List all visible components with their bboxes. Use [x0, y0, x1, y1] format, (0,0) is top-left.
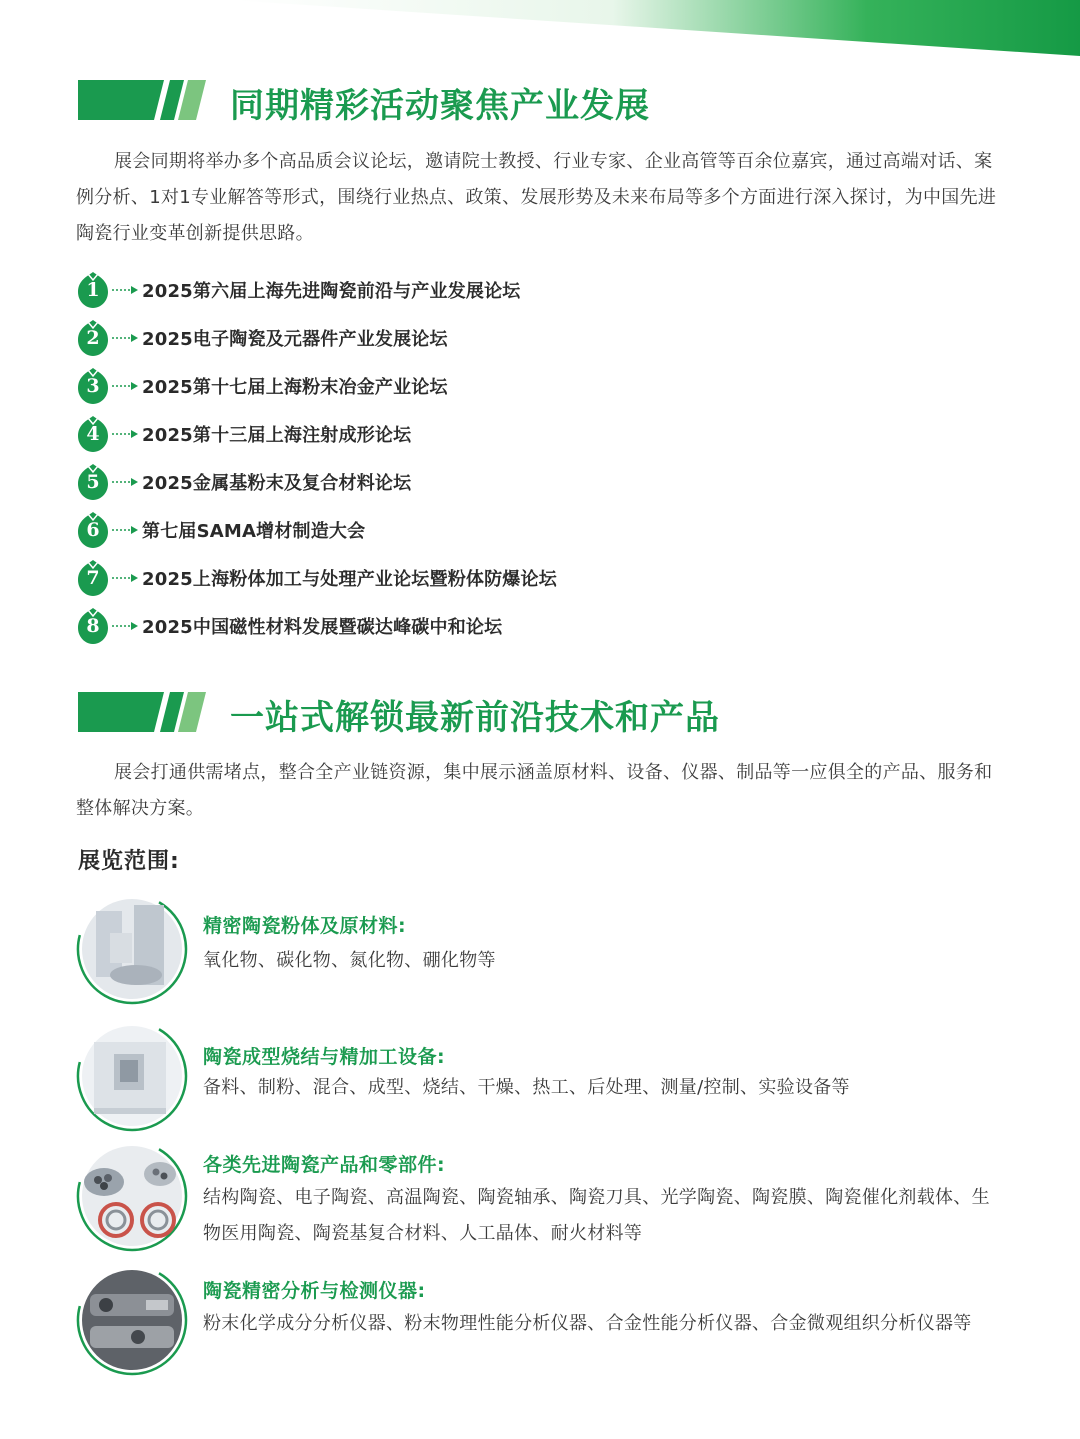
forum-item-8 [76, 602, 776, 650]
number-badge-icon [76, 510, 110, 550]
section2-paragraph: 展会打通供需堵点，整合全产业链资源，集中展示涵盖原材料、设备、仪器、制品等一应俱全的产品、服务和整体解决方案。 [76, 762, 993, 819]
forum-label: 第七届SAMA增材制造大会 [142, 521, 366, 542]
arrow-right-icon [112, 477, 140, 487]
scope-heading: 陶瓷成型烧结与精加工设备: [203, 1046, 446, 1068]
top-green-band [0, 0, 1080, 60]
arrow-right-icon [112, 621, 140, 631]
number-badge-icon [76, 462, 110, 502]
forum-item-2 [76, 314, 776, 362]
forum-item-4 [76, 410, 776, 458]
scope-description: 结构陶瓷、电子陶瓷、高温陶瓷、陶瓷轴承、陶瓷刀具、光学陶瓷、陶瓷膜、陶瓷催化剂载体、生物医用陶瓷、陶瓷基复合材料、人工晶体、耐火材料等 [203, 1187, 990, 1244]
forum-label: 2025中国磁性材料发展暨碳达峰碳中和论坛 [142, 617, 503, 638]
arrow-right-icon [112, 573, 140, 583]
forum-number: 8 [86, 615, 100, 637]
forum-number: 3 [86, 375, 100, 397]
forum-number: 7 [86, 567, 100, 589]
scope-item-equipment [76, 1020, 1006, 1130]
scope-item-products [76, 1140, 1006, 1252]
scope-item-powder [76, 893, 1006, 1003]
section1-paragraph: 展会同期将举办多个高品质会议论坛，邀请院士教授、行业专家、企业高管等百余位嘉宾，通过高端对话、案例分析、1对1专业解答等形式，围绕行业热点、政策、发展形势及未来布局等多个方面进行深入探讨，为中国先进陶瓷行业变革创新提供思路。 [76, 151, 997, 244]
section1-header [78, 80, 978, 126]
forum-number: 4 [86, 423, 100, 445]
instrument-image [76, 1264, 188, 1376]
header-stripe-icon [78, 80, 228, 120]
powder-product-image [76, 893, 188, 1005]
forum-item-3 [76, 362, 776, 410]
scope-heading: 精密陶瓷粉体及原材料: [203, 915, 407, 937]
header-stripe-icon [78, 692, 228, 732]
number-badge-icon [76, 558, 110, 598]
number-badge-icon [76, 366, 110, 406]
scope-title: 展览范围: [78, 849, 180, 874]
arrow-right-icon [112, 525, 140, 535]
forum-item-5 [76, 458, 776, 506]
scope-heading: 陶瓷精密分析与检测仪器: [203, 1280, 426, 1302]
section1-title: 同期精彩活动聚焦产业发展 [230, 86, 650, 126]
scope-description: 粉末化学成分分析仪器、粉末物理性能分析仪器、合金性能分析仪器、合金微观组织分析仪器等 [203, 1313, 972, 1334]
forum-number: 6 [86, 519, 100, 541]
number-badge-icon [76, 318, 110, 358]
arrow-right-icon [112, 381, 140, 391]
forum-number: 1 [86, 279, 100, 301]
forum-item-7 [76, 554, 776, 602]
scope-description: 备料、制粉、混合、成型、烧结、干燥、热工、后处理、测量/控制、实验设备等 [203, 1077, 850, 1098]
forum-item-6 [76, 506, 776, 554]
number-badge-icon [76, 414, 110, 454]
ceramic-parts-image [76, 1140, 188, 1252]
forum-list [76, 266, 776, 650]
arrow-right-icon [112, 429, 140, 439]
forum-number: 2 [86, 327, 100, 349]
arrow-right-icon [112, 285, 140, 295]
forum-item-1 [76, 266, 776, 314]
forum-label: 2025金属基粉末及复合材料论坛 [142, 473, 412, 494]
forum-label: 2025上海粉体加工与处理产业论坛暨粉体防爆论坛 [142, 569, 557, 590]
number-badge-icon [76, 270, 110, 310]
scope-item-instruments [76, 1264, 1006, 1376]
forum-label: 2025电子陶瓷及元器件产业发展论坛 [142, 329, 448, 350]
forum-label: 2025第十七届上海粉末冶金产业论坛 [142, 377, 448, 398]
forum-label: 2025第十三届上海注射成形论坛 [142, 425, 412, 446]
scope-heading: 各类先进陶瓷产品和零部件: [203, 1154, 446, 1176]
section2-title: 一站式解锁最新前沿技术和产品 [230, 698, 720, 738]
section2-header [78, 692, 978, 738]
number-badge-icon [76, 606, 110, 646]
forum-number: 5 [86, 471, 100, 493]
forum-label: 2025第六届上海先进陶瓷前沿与产业发展论坛 [142, 281, 521, 302]
equipment-image [76, 1020, 188, 1132]
arrow-right-icon [112, 333, 140, 343]
scope-description: 氧化物、碳化物、氮化物、硼化物等 [203, 950, 496, 971]
